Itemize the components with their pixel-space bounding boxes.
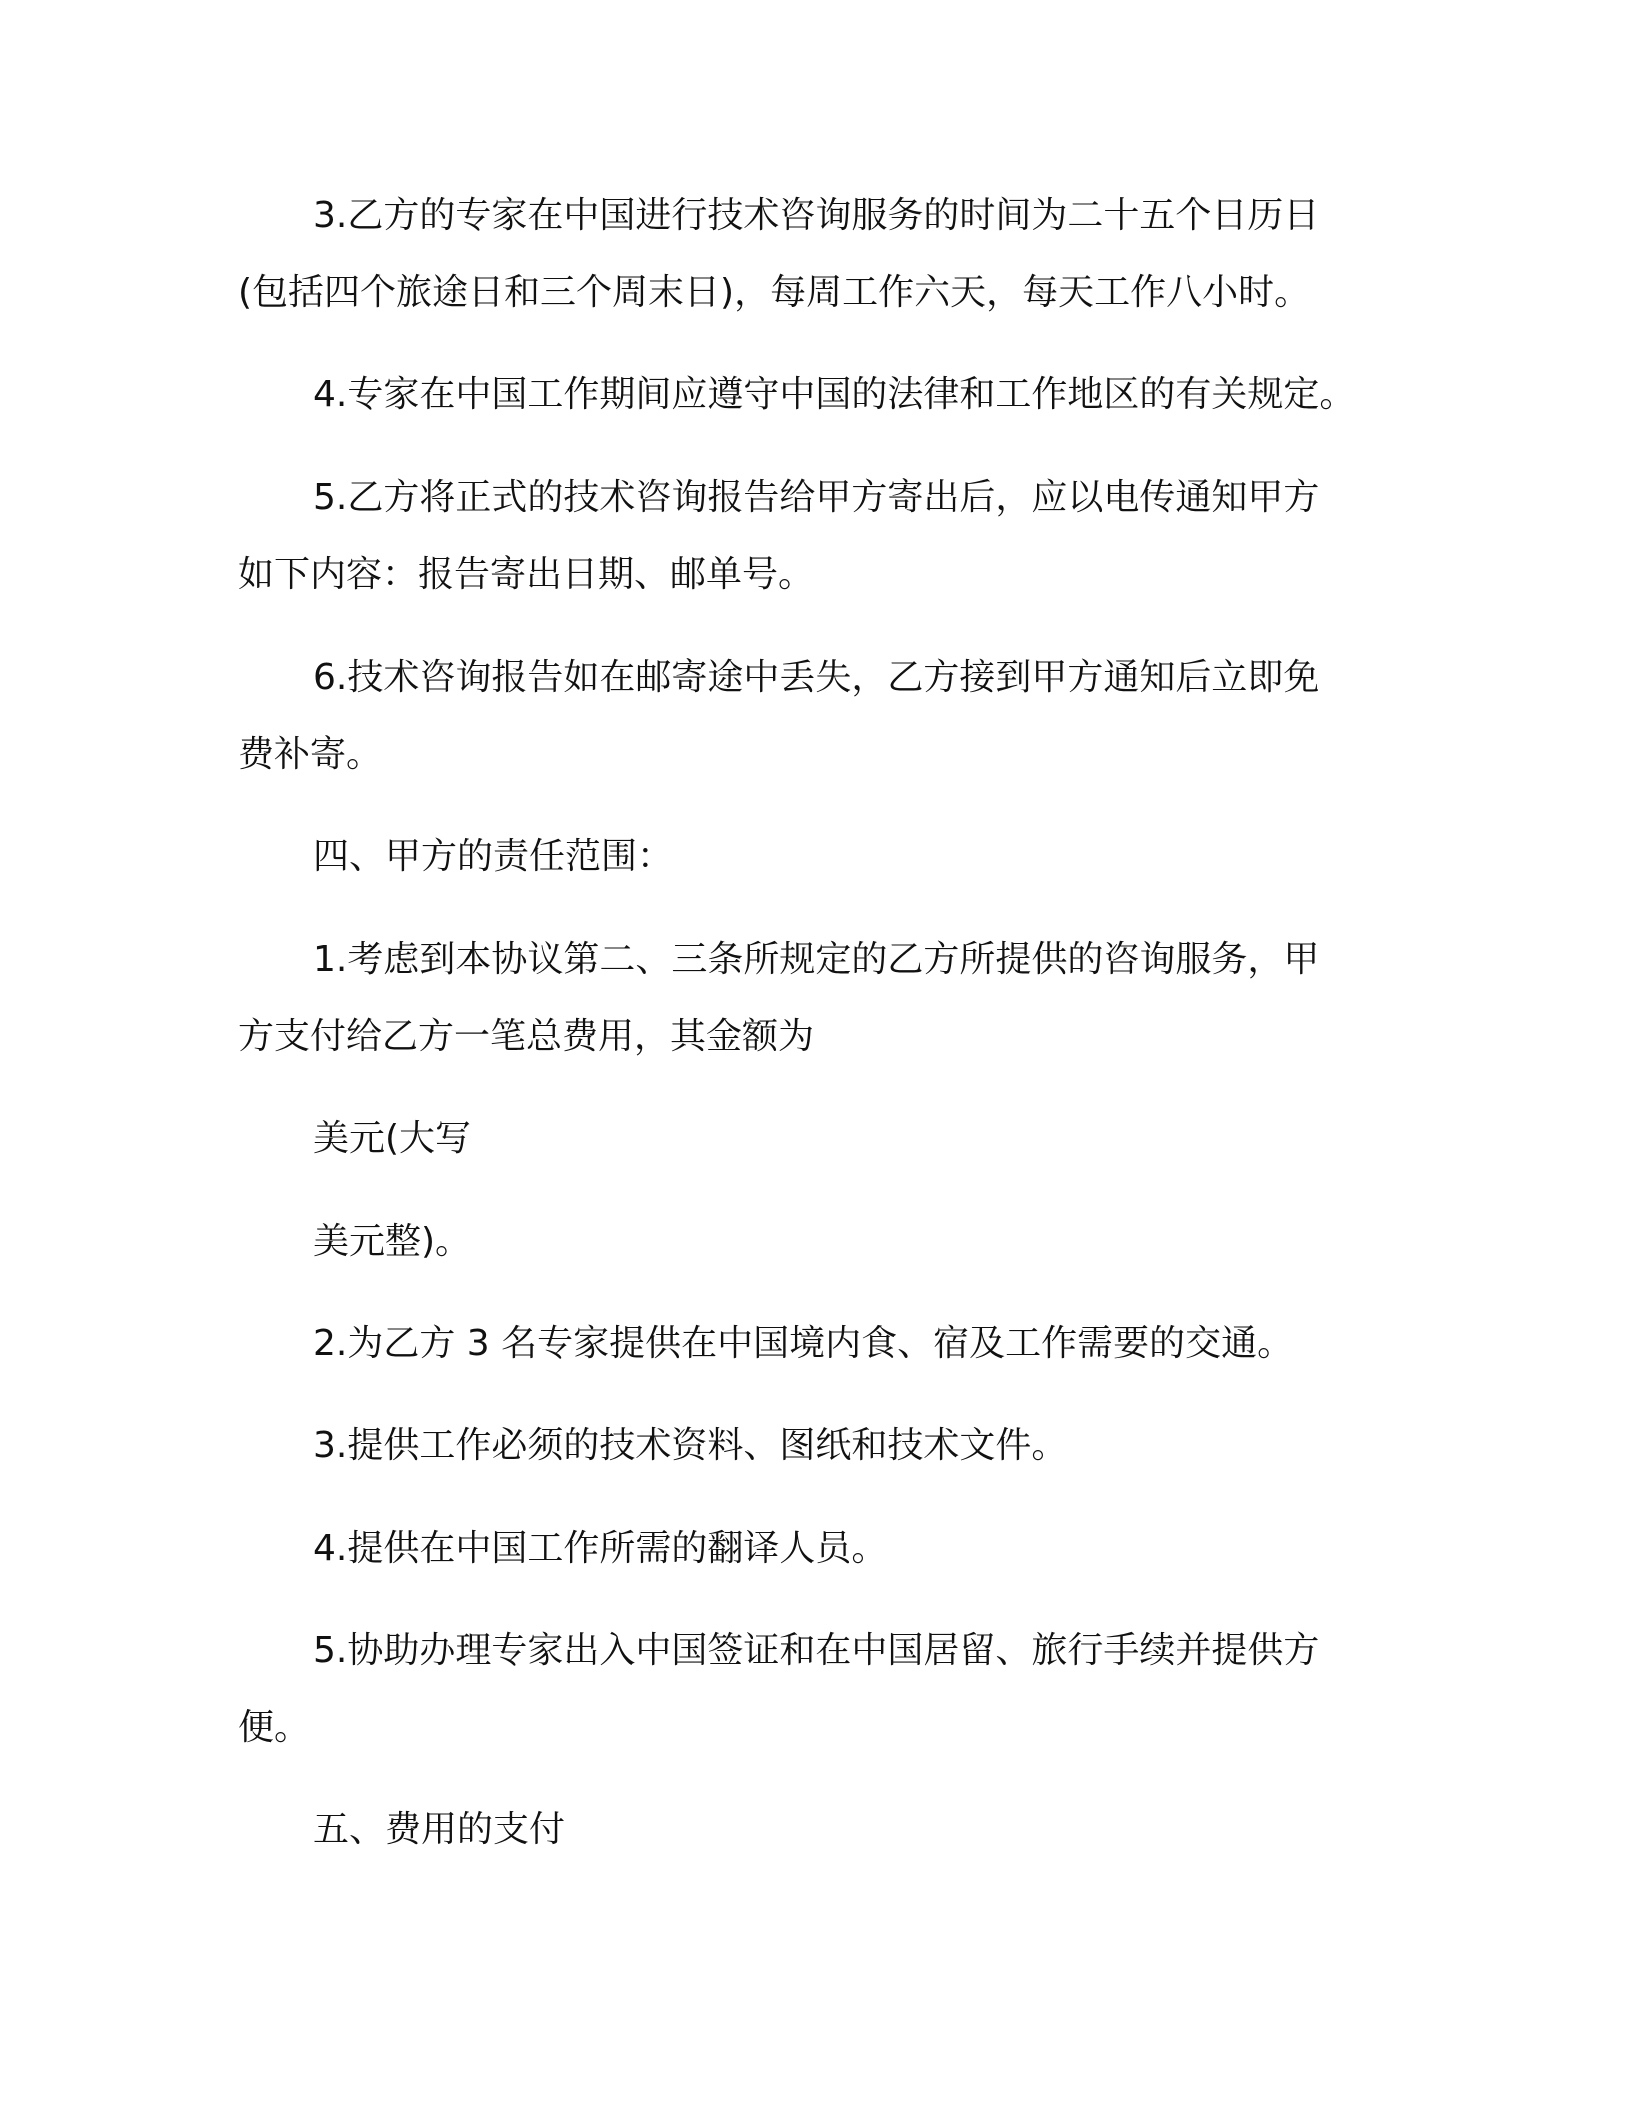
section-4-item-2: 2.为乙方 3 名专家提供在中国境内食、宿及工作需要的交通。	[313, 1323, 1294, 1364]
section-5-heading: 五、费用的支付	[313, 1809, 566, 1850]
clause-3-duration-line-1: 3.乙方的专家在中国进行技术咨询服务的时间为二十五个日历日	[313, 195, 1320, 236]
clause-5-report-line-2: 如下内容：报告寄出日期、邮单号。	[238, 554, 815, 595]
amount-usd-line: 美元(大写	[313, 1118, 472, 1159]
clause-4-laws: 4.专家在中国工作期间应遵守中国的法律和工作地区的有关规定。	[313, 374, 1356, 415]
clause-6-lost-line-2: 费补寄。	[238, 734, 383, 775]
section-4-item-1-line-2: 方支付给乙方一笔总费用，其金额为	[238, 1016, 815, 1057]
section-4-item-4: 4.提供在中国工作所需的翻译人员。	[313, 1528, 888, 1569]
section-4-item-3: 3.提供工作必须的技术资料、图纸和技术文件。	[313, 1425, 1068, 1466]
section-4-item-5-line-2: 便。	[238, 1707, 311, 1748]
section-4-heading: 四、甲方的责任范围：	[313, 836, 674, 877]
clause-6-lost-line-1: 6.技术咨询报告如在邮寄途中丢失，乙方接到甲方通知后立即免	[313, 657, 1320, 698]
clause-3-duration-line-2: (包括四个旅途日和三个周末日)，每周工作六天，每天工作八小时。	[238, 272, 1311, 313]
clause-5-report-line-1: 5.乙方将正式的技术咨询报告给甲方寄出后，应以电传通知甲方	[313, 477, 1320, 518]
amount-capital-line: 美元整)。	[313, 1221, 472, 1262]
section-4-item-5-line-1: 5.协助办理专家出入中国签证和在中国居留、旅行手续并提供方	[313, 1630, 1320, 1671]
section-4-item-1-line-1: 1.考虑到本协议第二、三条所规定的乙方所提供的咨询服务，甲	[313, 939, 1320, 980]
